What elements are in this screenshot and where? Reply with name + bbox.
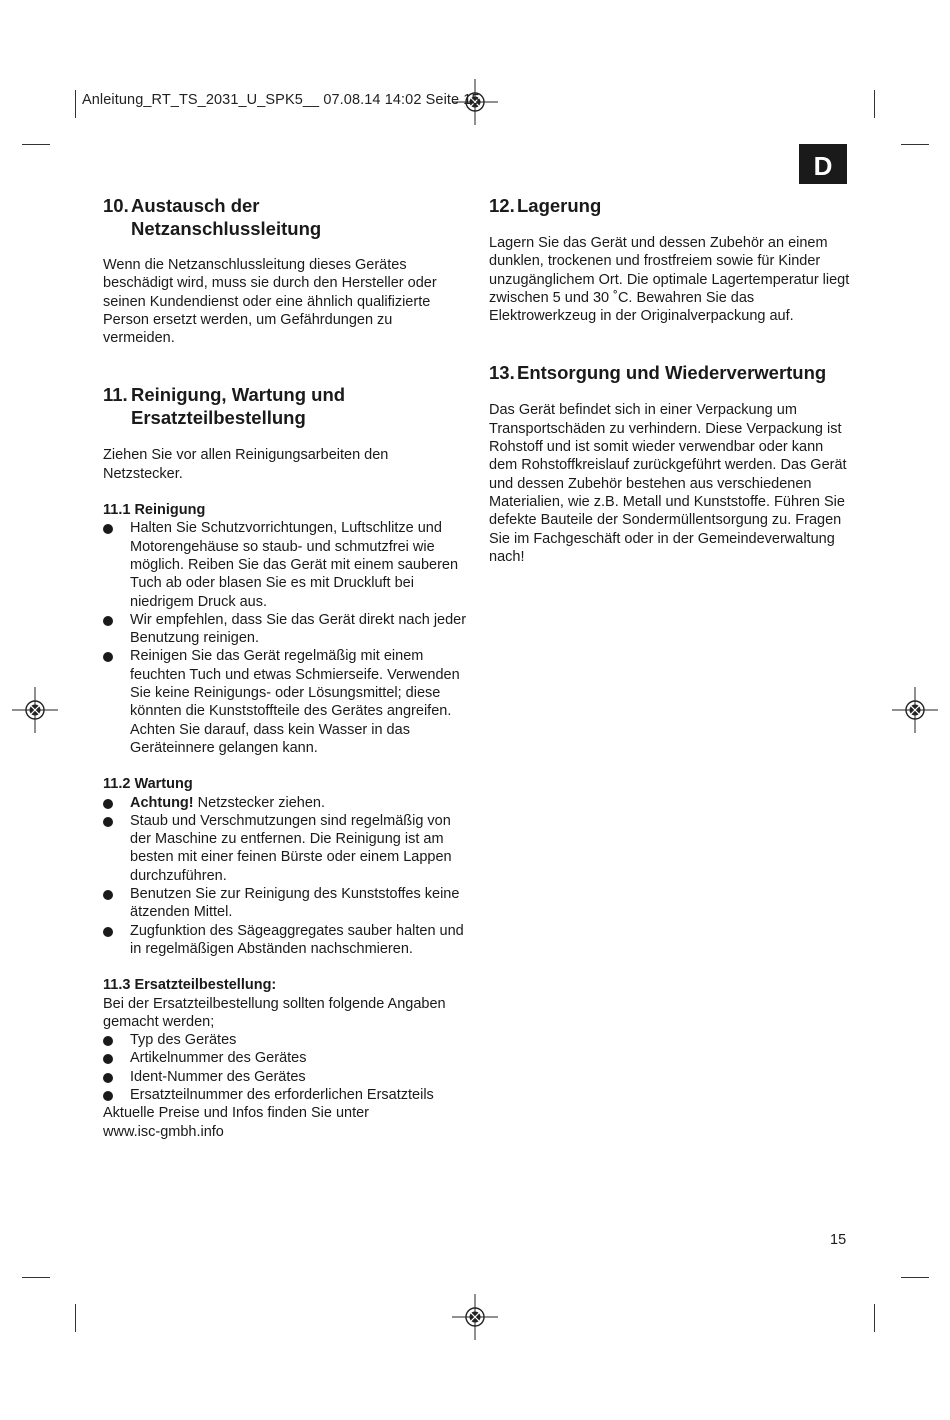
bullet-icon	[103, 524, 113, 534]
spare-parts-outro: Aktuelle Preise und Infos finden Sie unter www.isc-gmbh.info	[103, 1105, 369, 1140]
list-item: Ersatzteilnummer des erforderlichen Ersatzteils	[103, 1086, 468, 1104]
section-10-heading: 10. Austausch der Netzanschlussleitung	[103, 195, 322, 239]
list-item: Reinigen Sie das Gerät regelmäßig mit einem feuchten Tuch und etwas Schmierseife. Verwenden Sie keine Reinigungs- oder Lösungsmittel; diese könnten die Kunststoffteile des Gerätes angreifen. Achten Sie darauf, dass kein Wasser in das Geräteinnere gelangen kann.	[103, 647, 468, 757]
section-11-heading: 11. Reinigung, Wartung und Ersatzteilbestellung	[103, 384, 346, 429]
section-12-heading: 12. Lagerung	[489, 195, 602, 216]
bullet-icon	[103, 890, 113, 900]
crop-mark	[874, 1304, 875, 1332]
list-item: Artikelnummer des Gerätes	[103, 1049, 468, 1067]
print-slug: Anleitung_RT_TS_2031_U_SPK5__ 07.08.14 14:02 Seite 15	[82, 92, 480, 108]
list-item: Benutzen Sie zur Reinigung des Kunststoffes keine ätzenden Mittel.	[103, 885, 468, 922]
list-item: Halten Sie Schutzvorrichtungen, Luftschlitze und Motorengehäuse so staub- und schmutzfrei wie möglich. Reiben Sie das Gerät mit einem sauberen Tuch ab oder blasen Sie es mit Druckluft bei niedrigem Druck aus.	[103, 519, 468, 610]
section-13-heading: 13. Entsorgung und Wiederverwertung	[489, 362, 827, 384]
bullet-icon	[103, 1073, 113, 1083]
list-item: Achtung! Netzstecker ziehen.	[103, 794, 468, 812]
registration-mark-icon	[12, 687, 58, 733]
section-11-intro: Ziehen Sie vor allen Reinigungsarbeiten den Netzstecker.	[103, 447, 389, 482]
crop-mark	[874, 90, 875, 118]
list-item: Zugfunktion des Sägeaggregates sauber halten und in regelmäßigen Abständen nachschmieren.	[103, 922, 468, 959]
section-12-text: Lagern Sie das Gerät und dessen Zubehör an einem dunklen, trockenen und frostfreiem sowie für Kinder unzugänglichem Ort. Die optimale Lagertemperatur liegt zwischen 5 und 30 ˚C. Bewahren Sie das Elektrowerkzeug in der Originalverpackung auf.	[489, 235, 850, 325]
crop-mark	[22, 144, 50, 145]
spare-parts-list	[103, 1031, 468, 1104]
bullet-icon	[103, 1036, 113, 1046]
subsection-11-1-title: 11.1 Reinigung	[103, 502, 206, 519]
left-column	[103, 194, 468, 1141]
cleaning-list	[103, 519, 468, 757]
bullet-icon	[103, 927, 113, 937]
list-item: Typ des Gerätes	[103, 1031, 468, 1049]
crop-mark	[901, 1277, 929, 1278]
list-item: Ident-Nummer des Gerätes	[103, 1068, 468, 1086]
crop-mark	[75, 1304, 76, 1332]
right-column	[489, 194, 854, 566]
bullet-icon	[103, 1054, 113, 1064]
bullet-icon	[103, 1091, 113, 1101]
registration-mark-icon	[892, 687, 938, 733]
bullet-icon	[103, 817, 113, 827]
list-item: Staub und Verschmutzungen sind regelmäßig von der Maschine zu entfernen. Die Reinigung ist am besten mit einer feinen Bürste oder einem Lappen durchzuführen.	[103, 812, 468, 885]
section-10-text: Wenn die Netzanschlussleitung dieses Gerätes beschädigt wird, muss sie durch den Hersteller oder seinen Kundendienst oder eine ähnlich qualifizierte Person ersetzt werden, um Gefährdungen zu vermeiden.	[103, 257, 437, 347]
bullet-icon	[103, 616, 113, 626]
language-tab: D	[799, 144, 847, 184]
bullet-icon	[103, 799, 113, 809]
subsection-11-3-title: 11.3 Ersatzteilbestellung:	[103, 977, 277, 994]
maintenance-list	[103, 794, 468, 959]
list-item: Wir empfehlen, dass Sie das Gerät direkt nach jeder Benutzung reinigen.	[103, 611, 468, 648]
spare-parts-intro: Bei der Ersatzteilbestellung sollten folgende Angaben gemacht werden;	[103, 995, 446, 1030]
crop-mark	[75, 90, 76, 118]
section-13-text: Das Gerät befindet sich in einer Verpackung um Transportschäden zu verhindern. Diese Verpackung ist Rohstoff und ist somit wieder verwendbar oder kann dem Rohstoffkreislauf zurückgeführt werden. Das Gerät und dessen Zubehör bestehen aus verschiedenen Materialien, wie z.B. Metall und Kunststoffe. Führen Sie defekte Bauteile der Sondermüllentsorgung zu. Fragen Sie im Fachgeschäft oder in der Gemeindeverwaltung nach!	[489, 402, 847, 565]
registration-mark-icon	[452, 1294, 498, 1340]
subsection-11-2-title: 11.2 Wartung	[103, 776, 193, 793]
crop-mark	[22, 1277, 50, 1278]
crop-mark	[901, 144, 929, 145]
bullet-icon	[103, 652, 113, 662]
page-number: 15	[830, 1232, 847, 1248]
